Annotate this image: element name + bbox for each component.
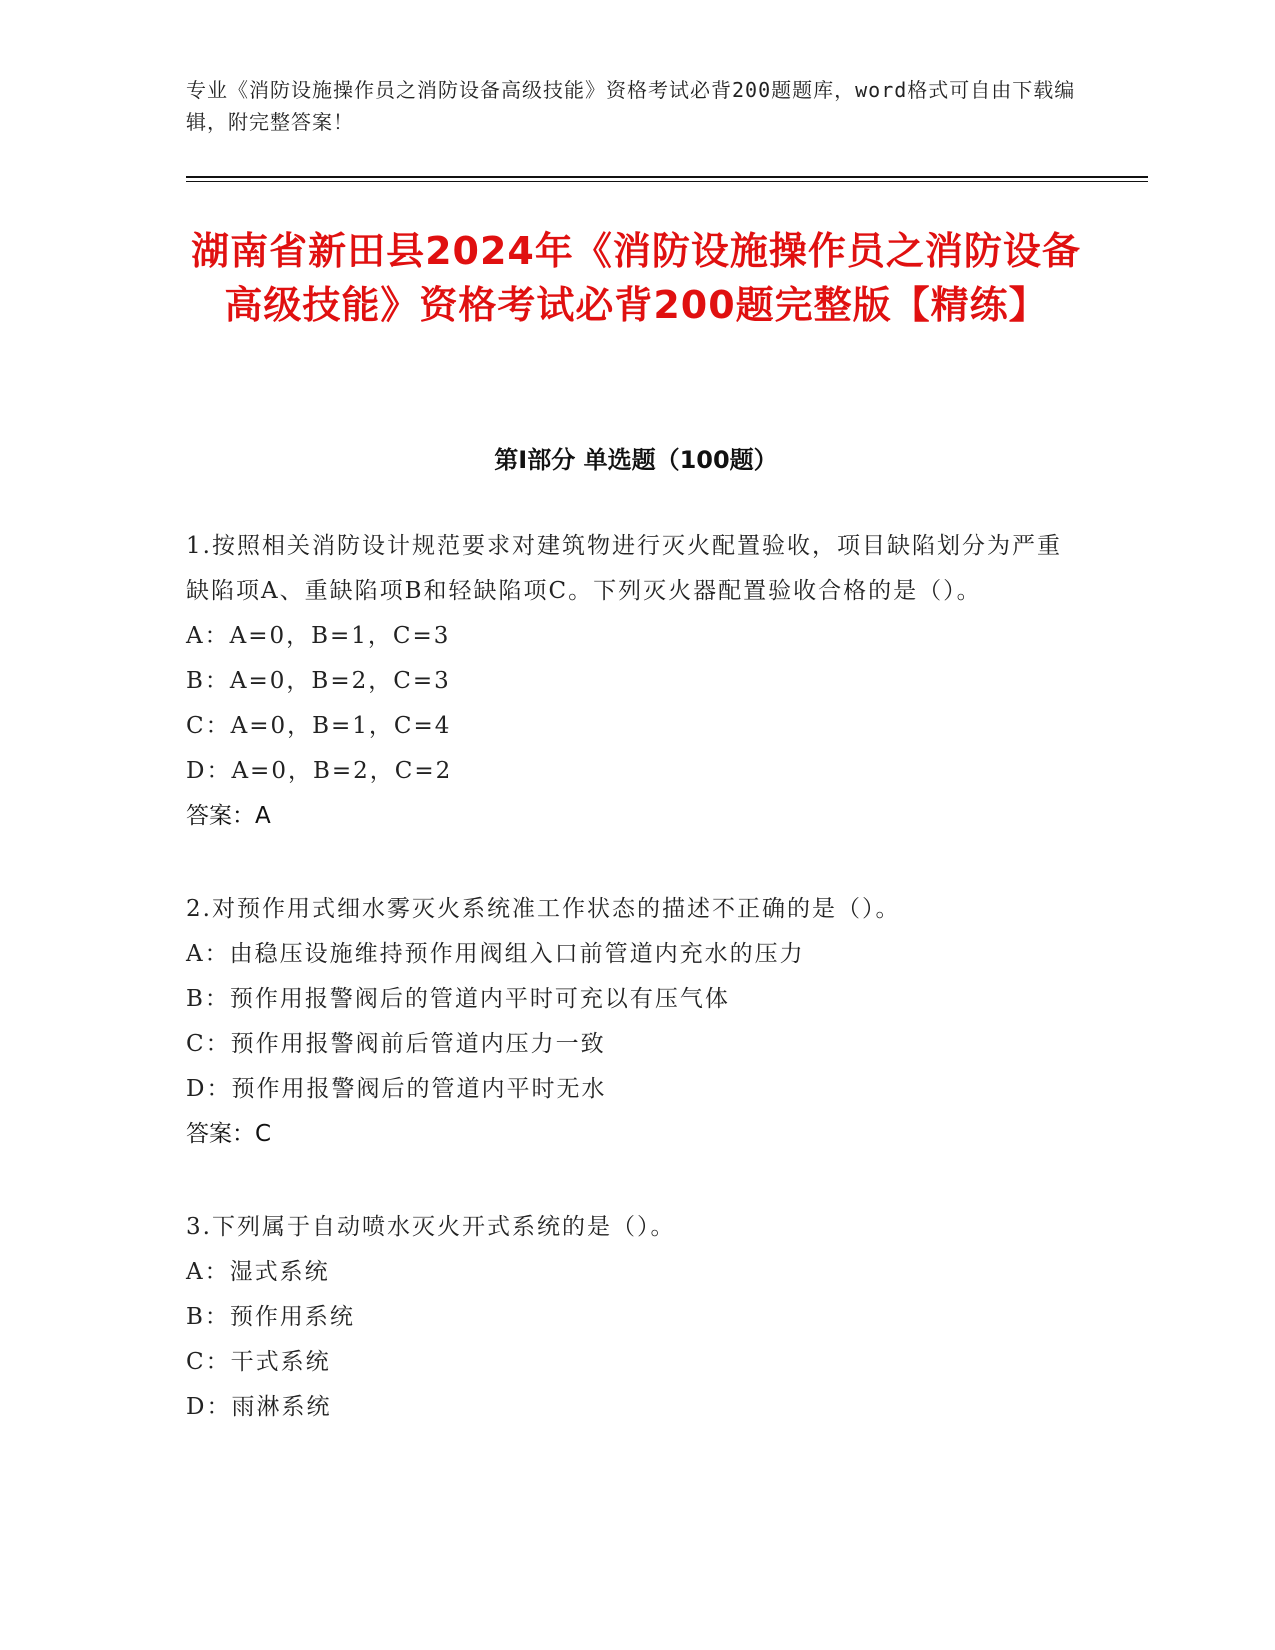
question-2 [186, 887, 1086, 1157]
answer-line: 答案：C [186, 1121, 272, 1147]
option-a: A：湿式系统 [186, 1259, 330, 1285]
option-b: B：A=0，B=2，C=3 [186, 668, 451, 694]
option-d: D：预作用报警阀后的管道内平时无水 [186, 1076, 607, 1102]
option-d: D：雨淋系统 [186, 1394, 332, 1420]
option-a: A：A=0，B=1，C=3 [186, 623, 451, 649]
question-1 [186, 524, 1086, 839]
header-rule-thin [186, 181, 1148, 182]
question-stem: 2.对预作用式细水雾灭火系统准工作状态的描述不正确的是（）。 [186, 896, 901, 922]
question-stem: 1.按照相关消防设计规范要求对建筑物进行灭火配置验收，项目缺陷划分为严重缺陷项A、重缺陷项B和轻缺陷项C。下列灭火器配置验收合格的是（）。 [186, 533, 1062, 604]
header-note: 专业《消防设施操作员之消防设备高级技能》资格考试必背200题题库，word格式可自由下载编辑，附完整答案！ [186, 78, 1076, 134]
question-stem: 3.下列属于自动喷水灭火开式系统的是（）。 [186, 1214, 676, 1240]
question-list [186, 524, 1086, 1478]
question-3 [186, 1205, 1086, 1430]
section-title: 第Ⅰ部分 单选题（100题） [494, 446, 778, 474]
answer-line: 答案：A [186, 803, 271, 829]
option-c: C：干式系统 [186, 1349, 331, 1375]
option-c: C：A=0，B=1，C=4 [186, 713, 452, 739]
document-title: 湖南省新田县2024年《消防设施操作员之消防设备高级技能》资格考试必背200题完整版【精练】 [191, 229, 1081, 327]
option-a: A：由稳压设施维持预作用阀组入口前管道内充水的压力 [186, 941, 805, 967]
option-c: C：预作用报警阀前后管道内压力一致 [186, 1031, 606, 1057]
header-rule-thick [186, 176, 1148, 178]
option-b: B：预作用系统 [186, 1304, 355, 1330]
option-b: B：预作用报警阀后的管道内平时可充以有压气体 [186, 986, 730, 1012]
option-d: D：A=0，B=2，C=2 [186, 758, 453, 784]
